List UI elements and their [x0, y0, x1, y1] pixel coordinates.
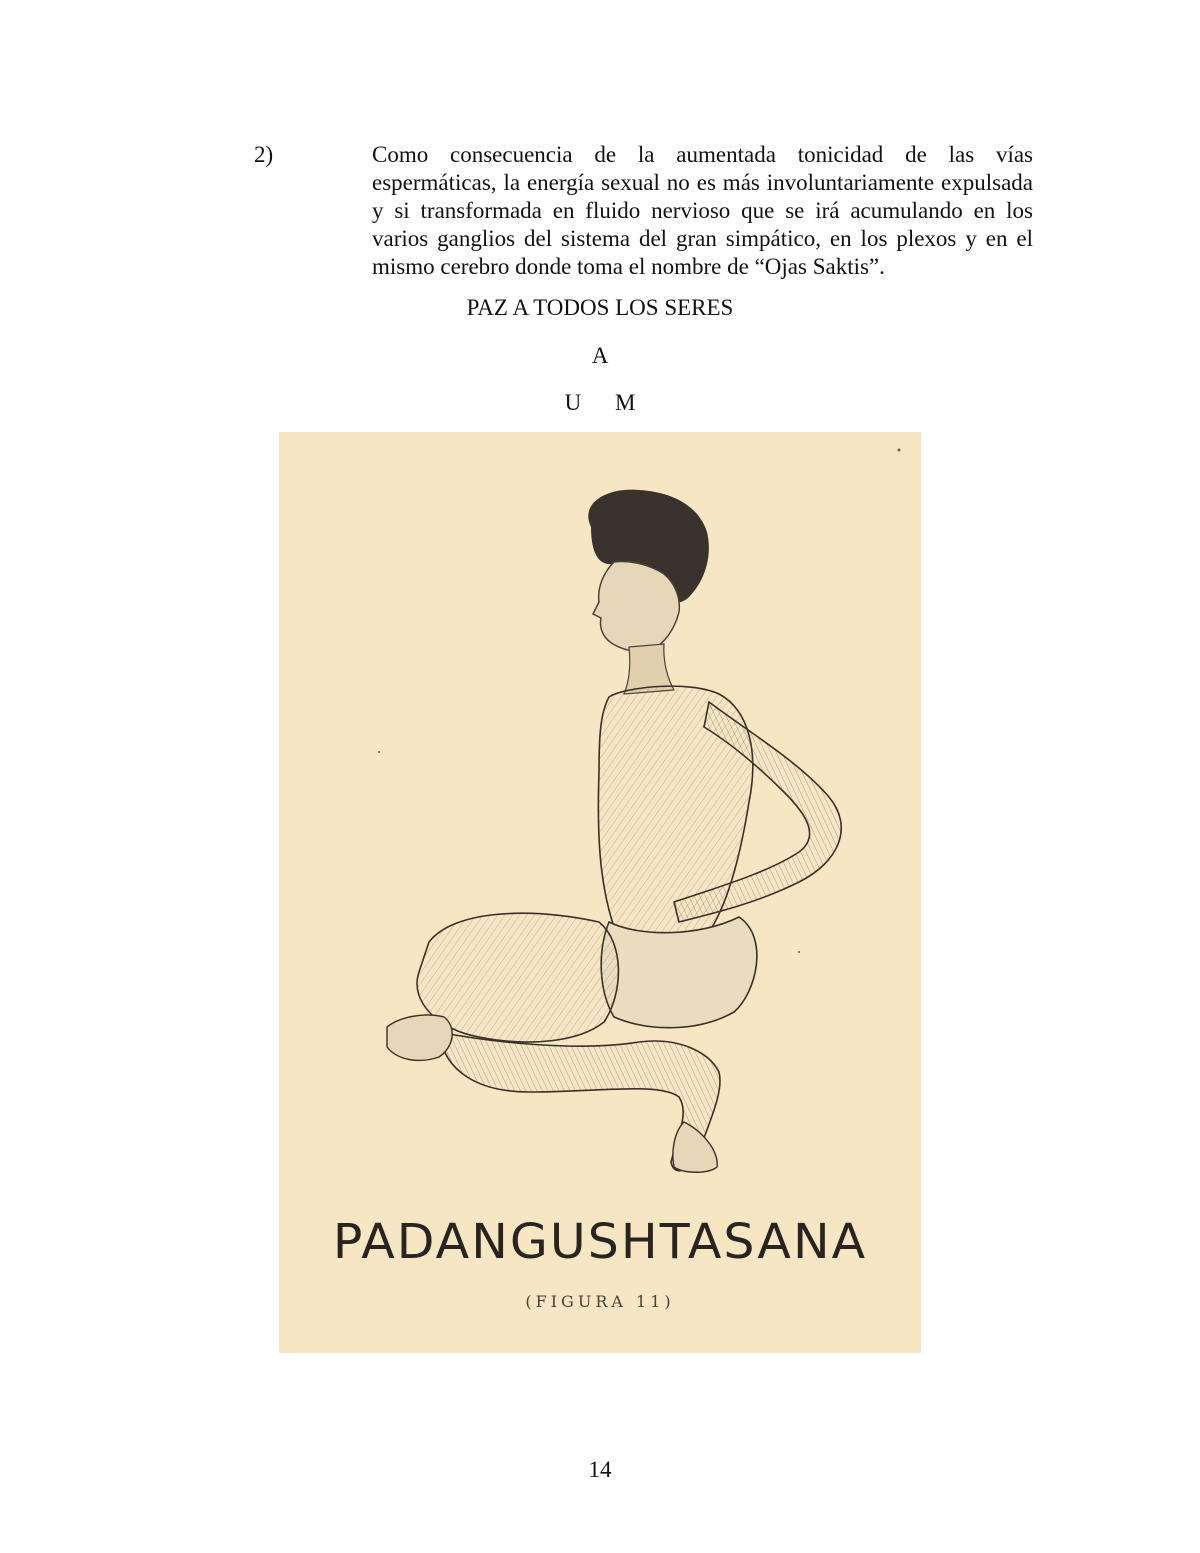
- body-paragraph: Como consecuencia de la aumentada tonicidad de las vías espermáticas, la energía sexual no es más involuntariamente expulsada y si transformada en fluido nervioso que se irá acumulando en los varios ganglios del sistema del gran simpático, en los plexos y en el mismo cerebro donde toma el nombre de “Ojas Saktis”.: [372, 142, 1033, 279]
- standing-foot-shape: [673, 1122, 717, 1172]
- mantra-line-a: A: [591, 343, 609, 368]
- page-number: 14: [588, 1457, 612, 1482]
- shorts-shape: [601, 917, 757, 1028]
- figure-caption: (FIGURA 11): [525, 1292, 675, 1311]
- foot-shape: [387, 1015, 452, 1060]
- list-marker: 2): [254, 142, 274, 167]
- closing-heading: PAZ A TODOS LOS SERES: [466, 295, 734, 320]
- figure-plate: [279, 432, 921, 1353]
- mantra-line-um: U M: [564, 390, 636, 415]
- figure-title: PADANGUSHTASANA: [332, 1214, 868, 1270]
